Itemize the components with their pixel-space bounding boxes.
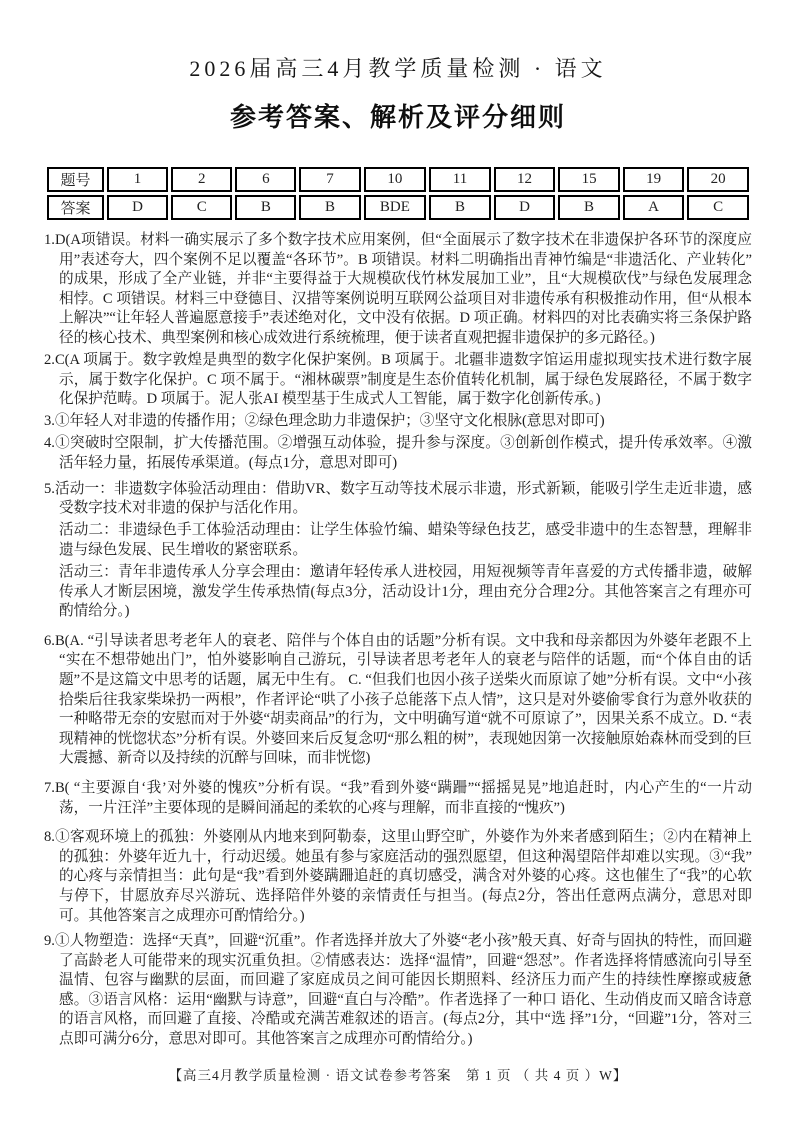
answer-cell: D <box>494 195 556 220</box>
question-number-row <box>47 167 749 192</box>
answer-item-7: 7.B( “主要源自‘我’对外婆的愧疚”分析有误。“我”看到外婆“蹒跚”“摇摇晃晃”地追赶时，内心产生的“一片动荡，一片汪洋”主要体现的是瞬间涌起的柔软的心疼与理解，而非直接的“愧疚”) <box>44 779 752 816</box>
answer-cell: BDE <box>364 195 427 220</box>
answer-key-table <box>44 164 752 223</box>
answer-item-5-activity-2: 活动二：非遗绿色手工体验活动理由：让学生体验竹编、蜡染等绿色技艺，感受非遗中的生态智慧，理解非遗与绿色发展、民生增收的紧密联系。 <box>59 522 752 558</box>
question-cell: 2 <box>171 167 232 192</box>
answer-item-3: 3.①年轻人对非遗的传播作用；②绿色理念助力非遗保护；③坚守文化根脉(意思对即可) <box>44 413 605 430</box>
answer-row <box>47 195 749 220</box>
answer-item-2: 2.C(A 项属于。数字敦煌是典型的数字化保护案例。B 项属于。北疆非遗数字馆运用虚拟现实技术进行数字展示，属于数字化保护。C 项不属于。“湘林碳票”制度是生态价值转化机制，属于绿色发展路径，不属于数字化保护范畴。D 项属于。泥人张AI 模型基于生成式人工智能，属于数字化创新传承。) <box>44 352 752 408</box>
answer-cell: B <box>299 195 360 220</box>
question-cell: 1 <box>107 167 168 192</box>
answer-cell: B <box>429 195 490 220</box>
answer-cell: A <box>623 195 685 220</box>
answer-item-1: 1.D(A项错误。材料一确实展示了多个数字技术应用案例，但“全面展示了数字技术在非遗保护各环节的深度应用”表述夸大，四个案例不足以覆盖“各环节”。B 项错误。材料二明确指出青神竹编是“非遗活化、产业转化”的成果，形成了全产业链，并非“主要得益于大规模砍伐竹林发展加工业”，且“大规模砍伐”与绿色发展理念相悖。C 项错误。材料三中登德目、汉措等案例说明互联网公益项目对非遗传承有积极推动作用，但“从根本上解决”“让年轻人普遍愿意接手”表述绝对化，文中没有依据。D 项正确。材料四的对比表确实将三条保护路径的核心技术、典型案例和核心成效进行系统梳理，便于读者直观把握非遗保护的多元路径。) <box>44 232 752 346</box>
answer-item-8: 8.①客观环境上的孤独：外婆刚从内地来到阿勒泰，这里山野空旷，外婆作为外来者感到陌生；②内在精神上的孤独：外婆年近九十，行动迟缓。她虽有参与家庭活动的强烈愿望，但这种渴望陪伴却难以实现。③“我”的心疼与亲情担当：此句是“我”看到外婆蹒跚追赶的真切感受，满含对外婆的心疼。这也催生了“我”的心软与停下，甘愿放弃尽兴游玩、选择陪伴外婆的亲情责任与担当。(每点2分，答出任意两点满分，意思对即可。其他答案言之成理亦可酌情给分。) <box>44 829 752 924</box>
question-cell: 12 <box>494 167 556 192</box>
question-row-header: 题号 <box>47 167 104 192</box>
answer-item-9: 9.①人物塑造：选择“天真”，回避“沉重”。作者选择并放大了外婆“老小孩”般天真、好奇与固执的特性，而回避了高龄老人可能带来的现实沉重负担。②情感表达：选择“温情”，回避“怨怼”。作者选择将情感流向引导至温情、包容与幽默的层面，而回避了家庭成员之间可能因长期照料、经济压力而产生的持续性摩擦或疲惫感。③语言风格：运用“幽默与诗意”，回避“直白与冷酷”。作者选择了一种口 语化、生动俏皮而又暗含诗意的语言风格，而回避了直接、冷酷或充满苦难叙述的语言。(每点2分，其中“选 择”1分，“回避”1分，答对三点即可满分6分，意思对即可。其他答案言之成理亦可酌情给分。) <box>44 933 752 1048</box>
explanations-section <box>44 231 752 1050</box>
question-cell: 19 <box>623 167 685 192</box>
answer-item-6: 6.B(A. “引导读者思考老年人的衰老、陪伴与个体自由的话题”分析有误。文中我和母亲都因为外婆年老跟不上“实在不想带她出门”，怕外婆影响自己游玩，引导读者思考老年人的衰老与陪伴的话题，而“个体自由的话题”不是这篇文中思考的话题，属无中生有。 C. “但我们也因小孩子送柴火而原谅了她”分析有误。文中“小孩拾柴后往我家柴垛扔一两根”，作者评论“哄了小孩子总能落下点人情”，这只是对外婆偷零食行为意外收获的一种略带无奈的安慰而对于外婆“胡卖商品”的行为，文中明确写道“就不可原谅了”，因果关系不成立。D. “表现精神的恍惚状态”分析有误。外婆回来后反复念叨“那么粗的树”，表现她因第一次接触原始森林而受到的巨大震撼、新奇以及持续的沉醉与回味，而非恍惚) <box>44 632 752 767</box>
question-cell: 15 <box>558 167 620 192</box>
question-cell: 7 <box>299 167 360 192</box>
answer-item-5-activity-3: 活动三：青年非遗传承人分享会理由：邀请年轻传承人进校园，用短视频等青年喜爱的方式传播非遗，破解传承人才断层困境，激发学生传承热情(每点3分，活动设计1分，理由充分合理2分。其他答案言之有理亦可酌情给分。) <box>59 564 752 620</box>
answer-cell: B <box>558 195 620 220</box>
question-cell: 10 <box>364 167 427 192</box>
answer-row-header: 答案 <box>47 195 104 220</box>
answer-item-4: 4.①突破时空限制，扩大传播范围。②增强互动体验，提升参与深度。③创新创作模式，提升传承效率。④激活年轻力量，拓展传承渠道。(每点1分，意思对即可) <box>44 435 752 472</box>
page-subtitle: 参考答案、解析及评分细则 <box>229 102 566 132</box>
page-footer: 【高三4月教学质量检测 · 语文试卷参考答案 第 1 页 （ 共 4 页 ）W】 <box>168 1067 628 1083</box>
question-cell: 6 <box>235 167 296 192</box>
answer-cell: D <box>107 195 168 220</box>
page-title: 2026届高三4月教学质量检测 · 语文 <box>189 56 607 81</box>
answer-item-5-activity-1: 5.活动一：非遗数字体验活动理由：借助VR、数字互动等技术展示非遗，形式新颖，能吸引学生走近非遗，感受数字技术对非遗的保护与活化作用。 <box>44 480 752 517</box>
question-cell: 20 <box>687 167 749 192</box>
question-cell: 11 <box>429 167 490 192</box>
answer-cell: C <box>687 195 749 220</box>
answer-cell: B <box>235 195 296 220</box>
answer-cell: C <box>171 195 232 220</box>
